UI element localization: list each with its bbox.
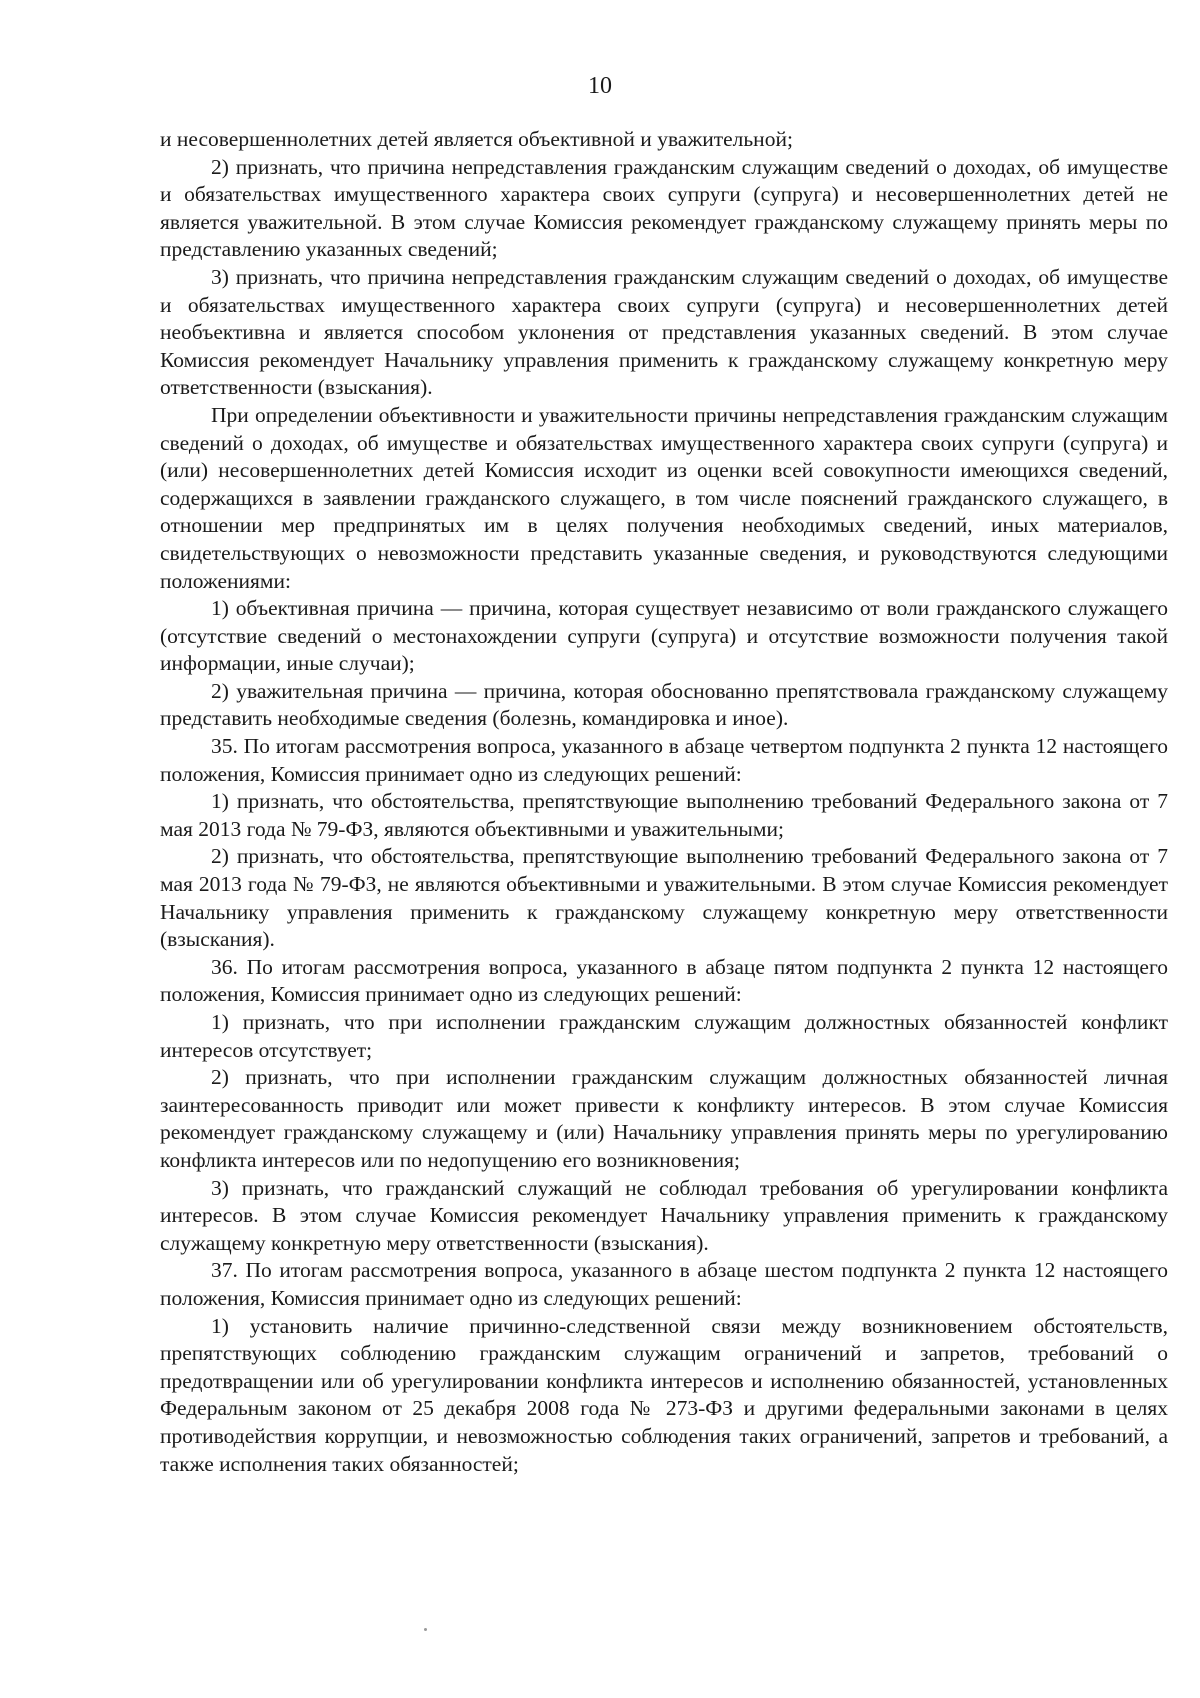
document-body (160, 126, 1168, 1478)
scan-speck (424, 1628, 427, 1631)
paragraph: 35. По итогам рассмотрения вопроса, указанного в абзаце четвертом подпункта 2 пункта 12 настоящего положения, Комиссия принимает одно из следующих решений: (160, 734, 1168, 786)
paragraph: 1) объективная причина — причина, которая существует независимо от воли гражданского служащего (отсутствие сведений о местонахождении супруги (супруга) и отсутствие возможности получения такой информации, иные случаи); (160, 596, 1168, 676)
paragraph: 2) признать, что обстоятельства, препятствующие выполнению требований Федерального закона от 7 мая 2013 года № 79-ФЗ, не являются объективными и уважительными. В этом случае Комиссия рекомендует Начальнику управления применить к гражданскому служащему конкретную меру ответственности (взыскания). (160, 844, 1168, 952)
page-number: 10 (588, 73, 612, 99)
paragraph: 2) признать, что при исполнении гражданским служащим должностных обязанностей личная заинтересованность приводит или может привести к конфликту интересов. В этом случае Комиссия рекомендует гражданскому служащему и (или) Начальнику управления принять меры по урегулированию конфликта интересов или по недопущению его возникновения; (160, 1065, 1168, 1172)
paragraph: При определении объективности и уважительности причины непредставления гражданским служащим сведений о доходах, об имуществе и обязательствах имущественного характера своих супруги (супруга) и (или) несовершеннолетних детей Комиссия исходит из оценки всей совокупности имеющихся сведений, содержащихся в заявлении гражданского служащего, в том числе пояснений гражданского служащего, в отношении мер предпринятых им в целях получения необходимых сведений, иных материалов, свидетельствующих о невозможности представить указанные сведения, и руководствуются следующими положениями: (160, 402, 1168, 593)
paragraph: 1) признать, что обстоятельства, препятствующие выполнению требований Федерального закона от 7 мая 2013 года № 79-ФЗ, являются объективными и уважительными; (160, 789, 1168, 841)
paragraph: 1) признать, что при исполнении гражданским служащим должностных обязанностей конфликт интересов отсутствует; (160, 1010, 1168, 1062)
paragraph: 2) уважительная причина — причина, которая обоснованно препятствовала гражданскому служащему представить необходимые сведения (болезнь, командировка и иное). (160, 678, 1168, 731)
paragraph: 1) установить наличие причинно-следственной связи между возникновением обстоятельств, препятствующих соблюдению гражданским служащим ограничений и запретов, требований о предотвращении или об урегулировании конфликта интересов и исполнению обязанностей, установленных Федеральным законом от 25 декабря 2008 года № 273-ФЗ и другими федеральными законами в целях противодействия коррупции, и невозможностью соблюдения таких ограничений, запретов и требований, а также исполнения таких обязанностей; (160, 1313, 1168, 1476)
paragraph: 3) признать, что причина непредставления гражданским служащим сведений о доходах, об имуществе и обязательствах имущественного характера своих супруги (супруга) и несовершеннолетних детей необъективна и является способом уклонения от представления указанных сведений. В этом случае Комиссия рекомендует Начальнику управления применить к гражданскому служащему конкретную меру ответственности (взыскания). (160, 264, 1168, 400)
paragraph: и несовершеннолетних детей является объективной и уважительной; (160, 127, 793, 151)
paragraph: 2) признать, что причина непредставления гражданским служащим сведений о доходах, об имуществе и обязательствах имущественного характера своих супруги (супруга) и несовершеннолетних детей не является уважительной. В этом случае Комиссия рекомендует гражданскому служащему принять меры по представлению указанных сведений; (160, 154, 1168, 262)
paragraph: 3) признать, что гражданский служащий не соблюдал требования об урегулировании конфликта интересов. В этом случае Комиссия рекомендует Начальнику управления применить к гражданскому служащему конкретную меру ответственности (взыскания). (160, 1175, 1168, 1255)
paragraph: 36. По итогам рассмотрения вопроса, указанного в абзаце пятом подпункта 2 пункта 12 настоящего положения, Комиссия принимает одно из следующих решений: (160, 954, 1168, 1007)
paragraph: 37. По итогам рассмотрения вопроса, указанного в абзаце шестом подпункта 2 пункта 12 настоящего положения, Комиссия принимает одно из следующих решений: (160, 1258, 1168, 1310)
